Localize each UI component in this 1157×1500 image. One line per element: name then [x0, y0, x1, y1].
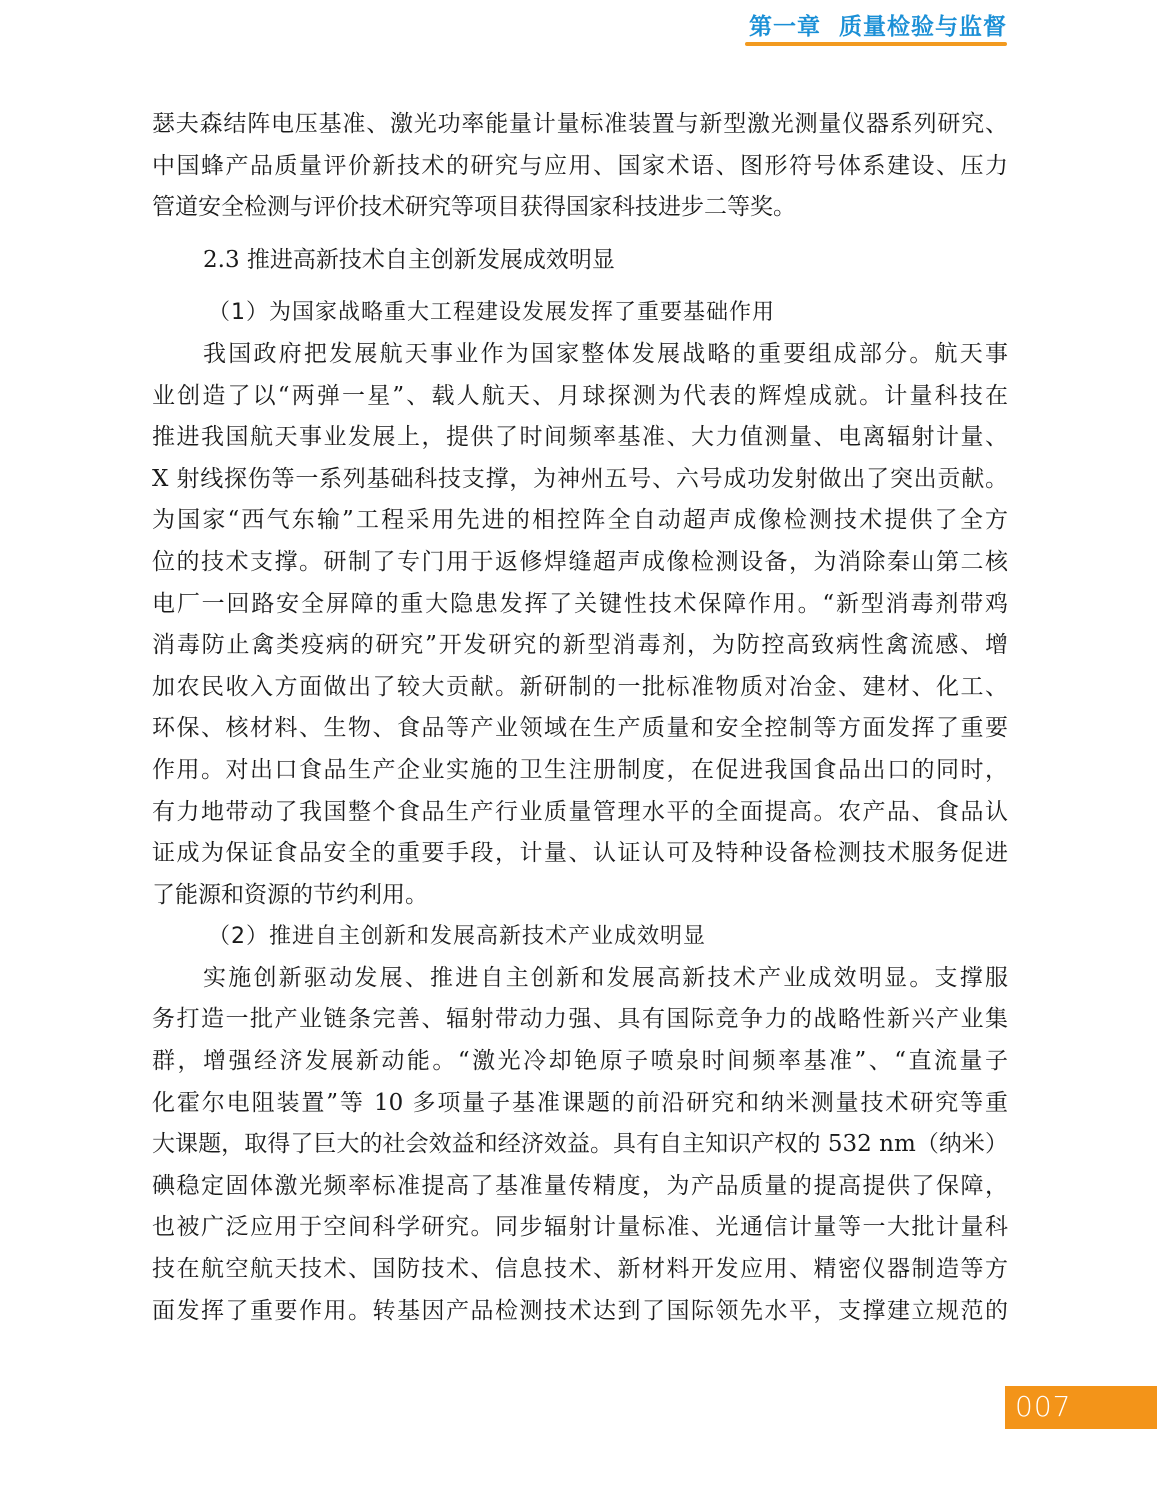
text-line: 推进我国航天事业发展上，提供了时间频率基准、大力值测量、电离辐射计量、 — [152, 424, 1008, 451]
text-line: 碘稳定固体激光频率标准提高了基准量传精度，为产品质量的提高提供了保障， — [152, 1172, 1008, 1199]
text-line: 化霍尔电阻装置”等 10 多项量子基准课题的前沿研究和纳米测量技术研究等重 — [152, 1089, 1008, 1116]
text-line: 电厂一回路安全屏障的重大隐患发挥了关键性技术保障作用。“新型消毒剂带鸡 — [152, 590, 1008, 617]
text-line: 群，增强经济发展新动能。“激光冷却铯原子喷泉时间频率基准”、“直流量子 — [152, 1048, 1008, 1075]
chapter-number: 第一章 — [748, 14, 821, 40]
chapter-header — [749, 8, 1007, 41]
page-body — [152, 104, 1008, 1332]
section-heading: 2.3 推进高新技术自主创新发展成效明显 — [203, 246, 615, 273]
page-number: 007 — [1015, 1390, 1072, 1423]
text-line: 瑟夫森结阵电压基准、激光功率能量计量标准装置与新型激光测量仪器系列研究、 — [152, 111, 1008, 137]
subsection-heading-1: （1）为国家战略重大工程建设发展发挥了重要基础作用 — [208, 300, 775, 326]
text-line: 中国蜂产品质量评价新技术的研究与应用、国家术语、图形符号体系建设、压力 — [152, 152, 1008, 179]
subsection-heading-2: （2）推进自主创新和发展高新技术产业成效明显 — [208, 924, 706, 950]
paragraph-2 — [152, 334, 1008, 916]
page-number-box — [1005, 1386, 1157, 1429]
text-line: 业创造了以“两弹一星”、载人航天、月球探测为代表的辉煌成就。计量科技在 — [152, 382, 1008, 409]
text-line: 技在航空航天技术、国防技术、信息技术、新材料开发应用、精密仪器制造等方 — [152, 1256, 1008, 1283]
text-line: 位的技术支撑。研制了专门用于返修焊缝超声成像检测设备，为消除秦山第二核 — [152, 548, 1008, 575]
text-line: 环保、核材料、生物、食品等产业领域在生产质量和安全控制等方面发挥了重要 — [152, 715, 1008, 742]
text-line: 了能源和资源的节约利用。 — [152, 881, 428, 908]
text-line: 作用。对出口食品生产企业实施的卫生注册制度，在促进我国食品出口的同时， — [152, 756, 1008, 783]
text-line: 管道安全检测与评价技术研究等项目获得国家科技进步二等奖。 — [152, 194, 796, 221]
paragraph-1 — [152, 104, 1008, 229]
text-line: 证成为保证食品安全的重要手段，计量、认证认可及特种设备检测技术服务促进 — [152, 840, 1008, 867]
text-line: 面发挥了重要作用。转基因产品检测技术达到了国际领先水平，支撑建立规范的 — [152, 1297, 1008, 1324]
text-line: 我国政府把发展航天事业作为国家整体发展战略的重要组成部分。航天事 — [203, 340, 1008, 367]
text-line: 也被广泛应用于空间科学研究。同步辐射计量标准、光通信计量等一大批计量科 — [152, 1214, 1008, 1241]
text-line: 加农民收入方面做出了较大贡献。新研制的一批标准物质对冶金、建材、化工、 — [152, 673, 1008, 700]
text-line: 有力地带动了我国整个食品生产行业质量管理水平的全面提高。农产品、食品认 — [152, 798, 1008, 825]
text-line: 消毒防止禽类疫病的研究”开发研究的新型消毒剂，为防控高致病性禽流感、增 — [152, 632, 1008, 659]
paragraph-3 — [152, 958, 1008, 1332]
chapter-title: 质量检验与监督 — [839, 14, 1007, 40]
header-underline — [745, 42, 1007, 46]
text-line: X 射线探伤等一系列基础科技支撑，为神州五号、六号成功发射做出了突出贡献。 — [152, 465, 1008, 492]
text-line: 大课题，取得了巨大的社会效益和经济效益。具有自主知识产权的 532 nm（纳米） — [152, 1131, 1008, 1158]
text-line: 为国家“西气东输”工程采用先进的相控阵全自动超声成像检测技术提供了全方 — [152, 507, 1008, 534]
text-line: 实施创新驱动发展、推进自主创新和发展高新技术产业成效明显。支撑服 — [203, 964, 1008, 991]
text-line: 务打造一批产业链条完善、辐射带动力强、具有国际竞争力的战略性新兴产业集 — [152, 1006, 1008, 1033]
